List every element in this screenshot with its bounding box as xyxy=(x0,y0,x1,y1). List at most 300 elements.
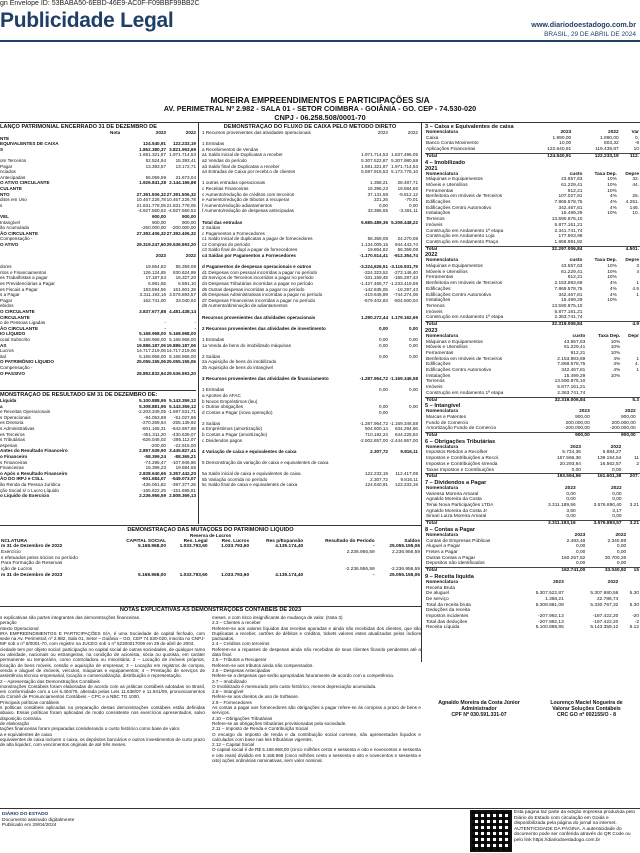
dfc-label: 5 Demonstração da variação de caixa e equivalentes de caixa xyxy=(202,460,329,466)
note4-table xyxy=(425,258,640,327)
note4-table-cell: 10% xyxy=(607,182,617,188)
note4-table-cell: 2.341.741,74 xyxy=(554,228,583,234)
dre-value-2022: 3.357.442,20 xyxy=(169,470,196,476)
dfc-value-2022: 0,00 xyxy=(409,336,418,342)
dfc-label: 1 Entradas xyxy=(202,141,225,147)
note4-table-cell: 10% xyxy=(607,177,617,183)
note4-table-cell: 4% xyxy=(609,205,617,211)
dmpl-cell: Exercício xyxy=(1,550,21,555)
note6-table-cell: 139.154,54 xyxy=(597,456,622,462)
note5-table-cell: Amortização Fundo de Comercio xyxy=(426,426,497,432)
dfc-value-2023: 122.233,19 xyxy=(365,471,388,477)
dre-value-2022: 2.808.369,13 xyxy=(169,493,196,499)
dmpl-cell: 4.135.174,40 xyxy=(275,572,304,578)
dfc-value-2022: 634.294,66 xyxy=(395,426,418,432)
dfc-value-2023: -3.224,626,51 xyxy=(359,264,388,270)
note5-table-cell: 900,00 xyxy=(620,414,636,420)
dfc-label: c Receitas Financeiras xyxy=(202,185,249,191)
dre-label: Líquida xyxy=(0,398,17,403)
balanco-label: O ATIVO xyxy=(0,241,19,247)
dfc-value-2022: 0,00 xyxy=(409,342,418,348)
dfc-label: a2 Vendas do período xyxy=(202,157,247,163)
note4-table-cell: Benfeitoria em Imóveis de Terceiros xyxy=(426,194,503,200)
note8-table-cell: Outras Contas a Pagar xyxy=(426,555,476,561)
dmpl-cell: - xyxy=(373,544,375,550)
note4-table-cell: 3 xyxy=(636,264,639,270)
balanco-row xyxy=(0,371,196,377)
note5-table-cell: 900,00 xyxy=(545,433,591,439)
dre-label: ão Renda da Pessoa Jurídica xyxy=(0,481,61,487)
balanco-value-2023: 29.319.247,60 xyxy=(136,241,166,247)
note3-table-cell: 1.990,00 xyxy=(552,135,572,141)
note3-table-cell: 122.540,91 xyxy=(547,147,572,153)
dmpl-cell: -2.236.956,59 xyxy=(345,567,375,573)
balanco-label: Antecipadas xyxy=(0,174,26,180)
dre-value-2022: -88.365,21 xyxy=(174,453,196,459)
note7-table-cell: 0,00 xyxy=(612,497,622,503)
notes-paragraph: de elaboração xyxy=(0,720,30,726)
note4-table-head-cell: custo xyxy=(569,171,583,177)
dre-value-2022: 19.584,65 xyxy=(175,465,196,471)
dre-value-2022: -642.697,69 xyxy=(171,425,196,431)
note4-table-cell: 10% xyxy=(610,339,621,345)
dfc-label: 2b Aquisição de bens do intangível xyxy=(202,364,274,370)
dfc-value-2023: 124.540,91 xyxy=(365,482,388,488)
balanco-label: Compensação - xyxy=(0,364,33,370)
note4-table-cell: 10% xyxy=(607,298,617,304)
dfc-value-2022: 2022 xyxy=(407,130,418,135)
note4-table-cell: 1 xyxy=(636,356,639,362)
notes-paragraph: ciedade tem por objeto social: participação no capital social de outras sociedades, de qualquer ramo ou atividade, nacionais ou estrangeiras, na condição de acionista, sócia ou quotista, em caráter permanente ou temporário, como controladora ou minoritária; 2 – Locação de imóveis próprios, locação de bens móveis, cessão e aquisição de empresas; 3 – Locação em registros de compra, venda e aluguel de imóveis, veículos, máquinas e equipamentos; 4 – Prestação de serviços de assistência técnica empresarial, locação e comercialização, distribuição e representação. xyxy=(0,646,205,679)
dfc-label: f Aumento/redução adiantamentos xyxy=(202,202,272,208)
note3-table-cell: Aplicações Financeiras xyxy=(426,147,476,153)
dfc-value-2022: 0,00 xyxy=(409,387,418,393)
note4-table-cell: 5.877.161,21 xyxy=(554,222,583,228)
note9-table-cell: De aluguel xyxy=(426,591,449,597)
dfc-value-2023: 15.396,23 xyxy=(367,185,388,191)
dfc-value-2022: 1.971.714,53 xyxy=(391,163,418,169)
note9-table-cell: -207.992,13 xyxy=(538,614,564,620)
note4-table-cell: Edificações Centro Automotivo xyxy=(426,205,492,211)
balanco-value-2023: 52.524,94 xyxy=(145,157,166,163)
note3-table-cell: 112. xyxy=(620,153,640,159)
dfc-value-2023: 1.358,21 xyxy=(370,180,388,186)
note7-table-cell: 3.576.893,57 xyxy=(577,521,623,527)
note5-table-head-cell: Nomenclatura xyxy=(426,409,458,415)
note8-table-cell: 0,00 xyxy=(616,550,627,555)
note6-table-head-cell: 2022 xyxy=(610,444,622,450)
note4-table-cell: 61.229,41 xyxy=(561,182,583,188)
note4-table-cell: Total xyxy=(425,397,539,403)
dfc-label: e Aumento/redução de tributos a recuperar xyxy=(202,197,290,203)
note5-table-cell: 900,00 xyxy=(591,433,637,439)
dfc-value-2022: -273.146,40 xyxy=(393,269,418,275)
dre-label: s Financeiras xyxy=(0,459,28,465)
note4-table-cell: 15.499,29 xyxy=(561,211,583,217)
note4-table-cell: 13.590.875,10 xyxy=(551,303,583,309)
divider xyxy=(0,122,640,123)
dfc-label: 5a Saldo inicial de caixa e equivalentes de caixa xyxy=(202,471,301,477)
balanco-value-2022: 900,00 xyxy=(181,213,196,219)
note4-table-cell: Construção em Andamento Loja xyxy=(426,234,495,240)
dre-value-2023: -451.311,20 xyxy=(141,431,166,437)
note4-table-cell: Máquinas e Equipamentos xyxy=(426,339,483,345)
dfc-title: DEMONSTRAÇÃO DO FLUXO DE CAIXA PELO MÉTODO DIRETO xyxy=(223,124,397,130)
note4-table-cell: 10% xyxy=(607,211,617,217)
note3-table-cell: 119.439,87 xyxy=(595,147,619,153)
note7-table-head-cell: 2023 xyxy=(565,485,576,491)
dfc-value-2022: 9.816,11 xyxy=(400,448,418,454)
col-divider xyxy=(421,122,422,662)
notes-paragraph: O Imobilizado é mensurado pelo custo histórico, menos depreciação acumulada. xyxy=(212,683,377,689)
note4-table-cell: 10% xyxy=(607,188,617,194)
dfc-value-2023: 710.192,24 xyxy=(365,432,388,438)
note8-table-cell: Fretes a Pagar xyxy=(426,550,458,555)
balanco-value-2022: 3.576.893,57 xyxy=(169,292,196,298)
dfc-value-2023: 0,00 xyxy=(379,404,388,410)
dre-value-2023: -436.061,82 xyxy=(141,481,166,487)
dmpl-head-cell: Resultado do Período xyxy=(325,538,375,544)
note9-table-head-cell: 2023 xyxy=(553,579,564,585)
dfc-value-2023: 2.307,72 xyxy=(370,476,388,482)
dfc-value-2022: 112.417,08 xyxy=(395,471,418,477)
note4-table-cell: 10% xyxy=(607,264,617,270)
dfc-label: 1 outras entradas operacionais xyxy=(202,180,266,186)
dre-value-2022: -22.915,00 xyxy=(174,442,196,448)
dmpl-cell: m 31 de Dezembro de 2023 xyxy=(1,572,63,578)
note8-table-cell: Depositos não identificados xyxy=(426,561,485,567)
dfc-label: 1 Entradas xyxy=(202,336,225,342)
company-name: MOREIRA EMPREENDIMENTOS E PARTICIPAÇÕES S/A xyxy=(210,95,430,105)
note4-table-cell: 2.153.983,69 xyxy=(557,356,586,362)
dmpl-cell: -2.236.956,59 xyxy=(390,567,420,573)
note4-table-cell: 2.363.741,74 xyxy=(554,315,583,321)
qr-code-icon[interactable] xyxy=(470,810,512,852)
footer-authenticity: Esta página faz parte da edição impressa produzida pelo Diário do Estado com circulação em Goiás e disponibilizada pela página do jornal na internet. AUTENTICIDADE DA PÁGINA. A autenticidade do documento pode ser conferida através do QR Code ou pelo link https://diariodoestadogo.com.br xyxy=(514,810,636,843)
dfc-label: 5b Variação ocorrida no período xyxy=(202,476,268,482)
balanco-value-2022: 900,00 xyxy=(181,219,196,225)
balanco-label: s a Pagar xyxy=(0,292,20,298)
note8-table-cell: Total xyxy=(425,568,541,574)
dre-value-2022: 3.445.827,41 xyxy=(169,448,196,454)
dfc-value-2023: 1.134.009,15 xyxy=(361,241,388,247)
dfc-value-2023: 1.971.714,53 xyxy=(361,152,388,158)
dmpl-cell: - xyxy=(373,572,375,578)
dfc-value-2023: -2.502.657,00 xyxy=(359,437,388,443)
note8-table-cell: 15 xyxy=(627,568,640,574)
balanco-label: ocial Subscrito xyxy=(0,336,30,342)
balanco-value-2022: 33.040,92 xyxy=(175,297,196,303)
dmpl-cell: Para Formação de Reservas xyxy=(1,561,63,567)
note4-table-cell: Construção em Andamento Praça xyxy=(426,239,498,245)
note4-table-cell: Construção em Andamento 1ª etapa xyxy=(426,390,504,396)
dfc-rows xyxy=(202,130,418,488)
dfc-value-2022: 5.307.980,58 xyxy=(391,157,418,163)
note4-table-cell: 1 xyxy=(636,368,639,374)
dfc-value-2022: -744.274,08 xyxy=(393,292,418,298)
note4-table-head-cell: Taxa Dep. xyxy=(594,171,617,177)
dmpl-cell: 25.055.155,06 xyxy=(389,572,420,578)
dfc-label: d1 Despesas com pessoal incorridas a pagar no período xyxy=(202,269,318,275)
notes-paragraph: Referem-se aos tributos ainda não compensados. xyxy=(212,662,314,668)
note4-table-cell: Benfeitoria em Imóveis de Terceiros xyxy=(426,356,503,362)
balanco-value-2023: 10.467.226,78 xyxy=(136,197,166,203)
balanco-value-2022: - xyxy=(194,325,196,331)
balanco-value-2023: 3.311.193,16 xyxy=(139,292,166,298)
dre-label: ção Social s/ o Lucro Líquido xyxy=(0,487,59,493)
dfc-value-2022: 122.233,19 xyxy=(395,482,418,488)
note4-table-cell: 912,21 xyxy=(567,188,583,194)
dfc-label: 2a Aquisição de bens do imobilizado xyxy=(202,359,277,365)
note4-table-cell: 4. xyxy=(634,362,639,368)
col-divider xyxy=(198,122,199,524)
note4-table-cell: Edificações xyxy=(426,362,451,368)
note9-table-cell: -187.422,20 xyxy=(592,614,619,620)
note4-table-head-cell: custo xyxy=(572,333,586,339)
balanco-value-2022: 5.168.968,00 xyxy=(169,336,196,342)
balanco-value-2023: 162.741,00 xyxy=(143,297,166,303)
dfc-label: 2 Saídas xyxy=(202,420,221,426)
balanco-label: Pagar xyxy=(0,163,13,169)
dre-value-2023: 2.838.640,66 xyxy=(139,470,166,476)
dfc-label: a Empréstimos (amortização) xyxy=(202,426,262,432)
balanco-label: IO LÍQUIDO xyxy=(0,331,26,337)
dre-label: e Receitas Operacionais xyxy=(0,409,51,415)
balanco-value-2022: 161.601,38 xyxy=(173,286,196,292)
balanco-value-2023: - xyxy=(164,325,166,331)
dfc-value-2023: 504.500,14 xyxy=(365,426,388,432)
note4-table-cell: Ferramentas xyxy=(426,188,454,194)
signature-left: Agnaldo Moreira da Costa Júnior Administrador CPF Nº 030.591.331-07 xyxy=(438,700,520,718)
dre-label: s Tributárias xyxy=(0,437,26,443)
note8-table-cell: 162.741,00 xyxy=(541,568,586,574)
notes-right-col xyxy=(212,615,421,807)
note4-table-cell: 32.319.006,84 xyxy=(537,322,583,328)
dre-value-2022: -1.697.531,71 xyxy=(167,409,196,415)
note5-table-cell: 200.000,00 xyxy=(611,420,636,426)
balanco-value-2022: 56.359,08 xyxy=(175,264,196,270)
balanco-value-2022: 10.467.226,78 xyxy=(166,197,196,203)
dfc-value-2022: 1.179.162,69 xyxy=(391,314,418,320)
dre-value-2022: -397.377,26 xyxy=(171,481,196,487)
dre-value-2023: -94.053,88 xyxy=(144,414,166,420)
dre-value-2023: -601.684,07 xyxy=(141,476,166,482)
note4-table-cell: 912,21 xyxy=(567,275,583,281)
note6-table-head-cell: Nomenclatura xyxy=(426,444,458,450)
balanco-value-2022: 16.327,20 xyxy=(175,275,196,281)
note6-table-cell: 193.594,56 xyxy=(542,474,582,480)
dre-label: es Diretoria xyxy=(0,420,24,426)
note5-table-cell: Marcas e Patentes xyxy=(426,414,466,420)
note6-table-cell: 5.884,27 xyxy=(602,450,622,456)
note4-table-cell: 13.590.875,10 xyxy=(551,217,583,223)
balanco-value-2022: 14.717.219,06 xyxy=(166,348,196,354)
dmpl-cell: 25.055.155,06 xyxy=(389,544,420,550)
dmpl-table xyxy=(0,539,421,579)
dfc-value-2023: 1.290.272,44 xyxy=(361,314,388,320)
note6-table-cell: Impostos e Contribuições s/renda xyxy=(426,461,498,467)
dre-value-2023: -626.048,02 xyxy=(141,437,166,443)
dfc-value-2022: -70,01 xyxy=(404,197,418,203)
note4-table-cell: Móveis e Utensílios xyxy=(426,269,468,275)
balanco-rows xyxy=(0,136,196,377)
notes-paragraph: s políticas contábeis aplicadas na preparação destas demonstrações contábeis estão definidas abaixo. Essas políticas foram aplicadas de modo consistente nos exercícios apresentados, salvo disposição contrária. xyxy=(0,705,205,721)
notes-paragraph: 2.10 – Obrigações Tributárias xyxy=(212,715,273,721)
dre-label: Antes do Resultado Financeiro xyxy=(0,448,68,454)
envelope-id: gn Envelope ID: 53BABA50-6EBD-46E9-AC0F-F09BBF99BB2C xyxy=(0,0,200,7)
note8-table xyxy=(425,533,640,574)
dre-title: MONSTRAÇÃO DE RESULTADO EM 31 DE DEZEMBRO DE: xyxy=(0,392,158,398)
dre-value-2022: -549.073,07 xyxy=(171,476,196,482)
balanco-label: Pagar xyxy=(0,297,13,303)
dfc-value-2023: 1.681.321,87 xyxy=(361,163,388,169)
balanco-label: O PASSIVO xyxy=(0,370,25,376)
note4-table-cell: 1 xyxy=(636,292,639,298)
note6-table-cell: 16.562,57 xyxy=(600,461,622,467)
balanco-value-2022: 2.144.166,88 xyxy=(169,180,196,186)
note4-table-cell: 10% xyxy=(610,373,621,379)
dmpl-head-cell: Res p/Expansão xyxy=(266,538,304,544)
note5-table-cell: Total xyxy=(425,433,545,439)
note4-table-cell: Ferramentas xyxy=(426,275,454,281)
note9-table-cell: -20 xyxy=(632,614,639,620)
dre-value-2023: 15.396,23 xyxy=(145,465,166,471)
note4-table-cell: 4.251. xyxy=(625,200,639,206)
dfc-row xyxy=(202,482,418,488)
dre-label: Financeiras xyxy=(0,465,24,471)
brand-title: Publicidade Legal xyxy=(0,9,174,32)
notes-paragraph: a e equivalentes de caixa xyxy=(0,731,52,737)
dfc-value-2023: 2023 xyxy=(377,130,388,135)
note4-table-cell: Instalações xyxy=(426,373,451,379)
dfc-label: a Aportes de AFAC xyxy=(202,392,241,398)
dfc-value-2023: 0,00 xyxy=(379,342,388,348)
notes-paragraph: 2.6 – Despesas Antecipadas xyxy=(212,667,271,673)
note3-table-cell: -9 xyxy=(634,141,639,147)
balanco-label: es Trabalhistas a pagar xyxy=(0,275,48,281)
balanco-label: AS xyxy=(0,342,7,348)
note7-table-cell: Vanessa Moreira Amaral xyxy=(426,491,479,497)
dfc-value-2022: -2.444.867,00 xyxy=(389,437,418,443)
notes-paragraph: tações financeiras foram preparadas considerando o custo histórico como base de valor. xyxy=(0,726,181,732)
note4-table-cell: 10% xyxy=(607,275,617,281)
company-address: AV. PERIMETRAL Nº 2.982 - SALA 01 - SETOR COIMBRA - GOIÂNIA - GO. CEP - 74.530-020 xyxy=(163,104,477,113)
dre-value-2023: -58.399,24 xyxy=(144,453,166,459)
footer-left: DIÁRIO DO ESTADO Documento assinado digitalmente Publicado em 29/04/2024 xyxy=(2,812,75,828)
note4-year: 2021 xyxy=(425,165,438,172)
note8-table-cell: 0,00 xyxy=(576,544,586,550)
dfc-label: c Aumento/redução de créditos com terceiros xyxy=(202,191,295,197)
dre-value-2022: -255.139,92 xyxy=(171,420,196,426)
dre-value-2023: -200,00 xyxy=(150,442,166,448)
note6-title: 6 – Obrigações Tributárias xyxy=(425,438,496,445)
balanco-label: ÃO CIRCULANTE xyxy=(0,325,39,331)
note7-table-cell: 3.21 xyxy=(623,521,640,527)
note4-table-cell: 2.153.983,69 xyxy=(554,281,583,287)
note4-table-cell: Edificações Centro Automotivo xyxy=(426,368,492,374)
note8-table-head-cell: Nomenclatura xyxy=(426,532,458,538)
dre-label: s Operacionais xyxy=(0,414,31,420)
note9-table-cell: De serviço xyxy=(426,596,449,602)
note8-table-cell: 0,00 xyxy=(576,550,586,555)
dfc-label: c Dividendos pagos xyxy=(202,437,243,443)
note4-table-head-cell: Taxa Dep. xyxy=(598,333,621,339)
balanco-label: ÃO CIRCULANTE xyxy=(0,230,39,236)
site-url[interactable]: www.diariodoestadogo.com.br xyxy=(531,20,636,29)
balanco-value-2023: 19.886.187,06 xyxy=(136,342,166,348)
note4-table-cell: Construção em Andamento 1ª etapa xyxy=(426,315,504,321)
note4-table-cell: 61.229,41 xyxy=(561,269,583,275)
note9-table-cell: 5.307.522,87 xyxy=(535,591,564,597)
notes-paragraph: Referem-se aos valores líquidos das receitas apuradas e ainda não recebidas dos clientes, que são Duplicatas a receber, cartões de débitos e créditos, tickets valores estes atualizados pelos índices pactuados. xyxy=(212,625,421,642)
note3-table-head-cell: Var xyxy=(631,130,639,135)
note8-table-cell: Contas de Empresas Públicas xyxy=(426,538,491,544)
note4-table-cell: 4% xyxy=(613,356,621,362)
dre-row xyxy=(0,493,196,499)
note4-table-cell: 4% xyxy=(609,281,617,287)
dfc-value-2023: 37.131,58 xyxy=(367,191,388,197)
note6-table-head-cell: 2023 xyxy=(570,444,581,450)
note7-table-cell: 3.311.189,56 xyxy=(548,503,576,509)
dfc-label: c Outras obrigações xyxy=(202,404,244,410)
dfc-value-2022: -912.354,74 xyxy=(393,253,418,259)
note6-table xyxy=(425,445,640,480)
note8-title: 8 – Contas a Pagar xyxy=(425,526,476,533)
note8-table-cell: 2.340,98 xyxy=(607,538,627,544)
dfc-value-2022: -9.812,12 xyxy=(398,191,418,197)
balanco-title: LANÇO PATRIMONIAL ENCERRADO 31 DE DEZEMBRO DE xyxy=(0,124,157,130)
note6-table-cell: 0,00 xyxy=(612,467,622,473)
dmpl-cell: 5.168.968,00 xyxy=(138,544,167,550)
note8-table-cell: 33.040,92 xyxy=(586,568,627,574)
dre-value-2023: -601.165,31 xyxy=(141,425,166,431)
dre-label: o Líquido do Exercício xyxy=(0,493,50,499)
note6-table-cell: 2 xyxy=(636,461,639,467)
note7-table-cell: Agnaldo Moreira da Costa xyxy=(426,497,482,503)
dfc-value-2022: 56.359,08 xyxy=(397,247,418,253)
dre-rows xyxy=(0,398,196,499)
balanco-value-2022: 1.971.714,53 xyxy=(169,152,196,158)
balanco-value-2023: 5.168.968,00 xyxy=(139,353,166,359)
col-2022: 2022 xyxy=(185,130,196,135)
note8-table-cell: 0,00 xyxy=(576,561,586,567)
note4-table-cell: Terrenos xyxy=(426,217,445,223)
note7-table-cell: 3.21 xyxy=(629,503,639,509)
note5-table-head-cell: 2023 xyxy=(579,409,590,415)
dmpl-cell: 2.236.956,59 xyxy=(391,550,420,555)
dfc-value-2022: -1.169.346,58 xyxy=(389,420,418,426)
balanco-value-2023: 27.392.406,32 xyxy=(136,230,166,236)
notes-paragraph: s explicativas são partes integrantes das demonstrações financeiras. xyxy=(0,615,141,620)
dfc-value-2022: 0,00 xyxy=(409,325,418,331)
dre-value-2022: -430.639,07 xyxy=(171,431,196,437)
note9-table-cell: 5.143.359,12 xyxy=(590,625,619,631)
note4-table-cell: Total xyxy=(425,246,537,252)
dfc-value-2022: 5.208.448,22 xyxy=(391,219,418,225)
balanco-label: o de Pessoas Ligadas xyxy=(0,320,46,326)
dre-label: o Financeiro xyxy=(0,453,28,459)
dmpl-cell: 2.236.956,59 xyxy=(346,550,375,555)
dmpl-title: DEMONSTRAÇÃO DAS MUTAÇÕES DO PATRIMÔNIO LÍQUIDO xyxy=(127,527,294,533)
dre-value-2023: -74.295,47 xyxy=(144,459,166,465)
note9-table-cell: -207.992,13 xyxy=(538,619,564,625)
dmpl-cell: ição de Lucros xyxy=(1,567,33,573)
dre-value-2023: 5.308.881,95 xyxy=(139,403,166,409)
note7-table-cell: 0,00 xyxy=(566,514,576,520)
note4-table-cell: 4% xyxy=(609,286,617,292)
balanco-label: ditos em Uso xyxy=(0,197,27,203)
note4-table-cell: 4% xyxy=(613,362,621,368)
